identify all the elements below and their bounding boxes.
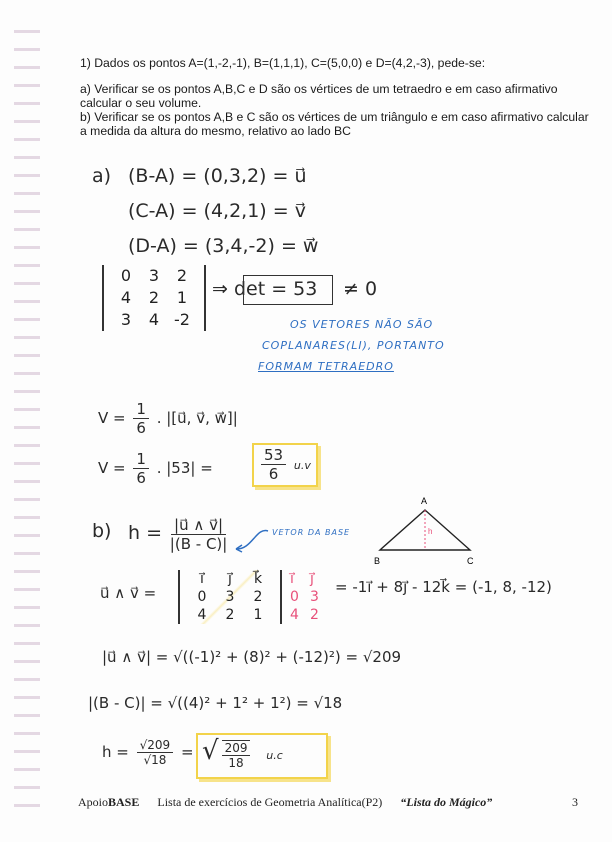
height-result: h = $\frac{√209}{√18}$ = (102, 738, 194, 767)
question-a: a) Verificar se os pontos A,B,C e D são os vértices de um tetraedro e em caso afirmativo calcular o seu volume. (80, 82, 558, 110)
height-answer: √ $\frac{209}{18}$ u.c (202, 736, 283, 770)
part-b-label: b) (92, 520, 112, 542)
det-box (243, 275, 333, 305)
vertex-a: A (421, 496, 428, 506)
footer (78, 795, 578, 810)
volume-calculation: V = $\frac{1}{6}$ . |53| = (98, 450, 213, 487)
cross-product-extension: i⃗ j⃗ 0 3 4 2 (290, 571, 319, 623)
volume-formula: V = $\frac{1}{6}$ . |[u⃗, v⃗, w⃗]| (98, 400, 238, 437)
note-line-2: COPLANARES(LI), PORTANTO (262, 339, 445, 352)
vector-w-line: (D-A) = (3,4,-2) = w⃗ (128, 235, 319, 257)
vertex-c: C (467, 556, 474, 566)
vertex-b: B (374, 556, 381, 566)
not-equal-zero: ≠ 0 (343, 278, 378, 300)
vector-v-line: (C-A) = (4,2,1) = v⃗ (128, 200, 306, 222)
note-line-1: OS VETORES NÃO SÃO (290, 318, 434, 331)
bc-norm-line: |(B - C)| = √((4)² + 1² + 1²) = √18 (88, 694, 343, 712)
cross-product-matrix: i⃗ j⃗ k⃗ 0 3 2 4 2 1 (178, 570, 282, 624)
cross-norm-line: |u⃗ ∧ v⃗| = √((-1)² + (8)² + (-12)²) = √209 (102, 648, 402, 666)
determinant-matrix: 0 3 2 4 2 1 3 4 -2 (102, 265, 206, 331)
footer-brand: ApoioBASE (78, 795, 140, 809)
note-line-3: FORMAM TETRAEDRO (258, 360, 394, 373)
arrow-icon (232, 525, 272, 555)
triangle-diagram (370, 492, 485, 570)
volume-answer: $\frac{53}{6}$ u.v (258, 446, 311, 483)
part-a-label: a) (92, 165, 112, 187)
footer-subtitle: “Lista do Mágico” (400, 795, 493, 809)
base-vector-note: VETOR DA BASE (272, 528, 351, 537)
footer-title: Lista de exercícios de Geometria Analítica(P2) (157, 795, 383, 809)
height-label: h (428, 527, 433, 536)
cross-product-lhs: u⃗ ∧ v⃗ = (100, 584, 157, 602)
determinant-result: ⇒ det = 53 (212, 278, 318, 300)
question-intro: 1) Dados os pontos A=(1,-2,-1), B=(1,1,1), C=(5,0,0) e D=(4,2,-3), pede-se: (80, 56, 486, 70)
question-b: b) Verificar se os pontos A,B e C são os vértices de um triângulo e em caso afirmativo calcular a medida da altura do mesmo, relativo ao lado BC (80, 110, 589, 138)
vector-u-line: (B-A) = (0,3,2) = u⃗ (128, 165, 307, 187)
height-formula: h = $\frac{|u⃗ \wedge v⃗|}{|(B - C)|}$ (128, 516, 228, 553)
cross-product-result: = -1i⃗ + 8j⃗ - 12k⃗ = (-1, 8, -12) (335, 578, 552, 596)
binding-holes (14, 20, 40, 820)
question-block (80, 56, 595, 150)
page-number: 3 (572, 795, 578, 809)
